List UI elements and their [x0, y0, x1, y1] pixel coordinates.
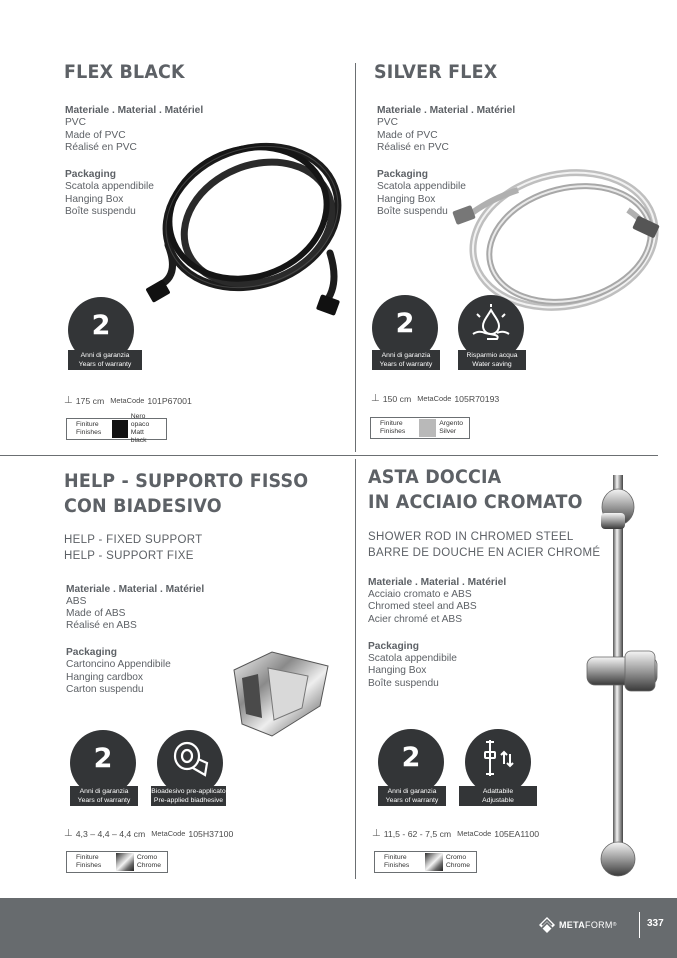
adjustable-icon	[480, 738, 516, 778]
warranty-caption: Anni di garanzia Years of warranty	[372, 350, 440, 370]
packaging-label: Packaging	[368, 641, 419, 652]
metacode-label: MetaCode	[457, 829, 492, 838]
warranty-badge: 2	[68, 297, 134, 363]
packaging-line: Boîte suspendu	[368, 678, 439, 689]
product-subtitle: BARRE DE DOUCHE EN ACIER CHROMÉ	[368, 547, 601, 559]
brand-name-light: FORM	[585, 920, 613, 930]
metacode-label: MetaCode	[110, 396, 145, 405]
metacode-value: 105R70193	[454, 393, 500, 404]
finish-swatch	[116, 853, 134, 871]
product-title-line: ASTA DOCCIA	[368, 466, 502, 488]
footer-divider	[639, 912, 640, 938]
product-title-line: HELP - SUPPORTO FISSO	[64, 470, 309, 492]
finish-box: Finiture Finishes Cromo Chrome	[66, 851, 168, 873]
packaging-line: Hanging Box	[65, 194, 124, 205]
warranty-badge: 2	[70, 730, 136, 796]
metacode-value: 105H37100	[188, 828, 234, 839]
measure-row	[64, 395, 192, 406]
packaging-line: Scatola appendibile	[377, 181, 466, 192]
measure-icon: ⊥	[64, 395, 73, 406]
measure-row	[64, 828, 233, 839]
metacode-value: 101P67001	[147, 395, 192, 406]
metaform-logo-icon	[538, 916, 556, 934]
measure-icon: ⊥	[372, 828, 381, 839]
product-title-line: IN ACCIAIO CROMATO	[368, 491, 583, 513]
material-label: Materiale . Material . Matériel	[65, 105, 204, 116]
packaging-line: Scatola appendibile	[368, 653, 457, 664]
product-title-line: CON BIADESIVO	[64, 495, 222, 517]
material-line: Made of PVC	[377, 130, 438, 141]
packaging-line: Hanging cardbox	[66, 672, 144, 683]
product-subtitle: HELP - FIXED SUPPORT	[64, 534, 203, 546]
metacode-label: MetaCode	[151, 829, 186, 838]
packaging-label: Packaging	[65, 169, 116, 180]
finish-box: Finiture Finishes Argento Silver	[370, 417, 470, 439]
metacode-value: 105EA1100	[494, 828, 540, 839]
packaging-line: Boîte suspendu	[377, 206, 448, 217]
row-divider	[0, 455, 658, 456]
material-line: PVC	[65, 117, 86, 128]
brand-logo	[538, 916, 616, 934]
warranty-badge: 2	[378, 729, 444, 795]
product-subtitle: SHOWER ROD IN CHROMED STEEL	[368, 531, 574, 543]
metacode-label: MetaCode	[417, 394, 452, 403]
page-number: 337	[647, 918, 664, 929]
packaging-label: Packaging	[377, 169, 428, 180]
material-label: Materiale . Material . Matériel	[368, 577, 507, 588]
material-line: ABS	[66, 596, 87, 607]
page-footer	[0, 898, 677, 958]
finish-box: Finiture Finishes Cromo Chrome	[374, 851, 477, 873]
packaging-line: Carton suspendu	[66, 684, 144, 695]
material-line: Chromed steel and ABS	[368, 601, 477, 612]
warranty-caption: Anni di garanzia Years of warranty	[70, 786, 138, 806]
finish-swatch	[112, 420, 128, 438]
support-holder-image	[228, 648, 332, 740]
product-title: SILVER FLEX	[374, 61, 498, 83]
packaging-line: Hanging Box	[377, 194, 436, 205]
material-line: PVC	[377, 117, 398, 128]
product-subtitle: HELP - SUPPORT FIXE	[64, 550, 194, 562]
material-line: Made of PVC	[65, 130, 126, 141]
packaging-line: Hanging Box	[368, 665, 427, 676]
measure-row	[371, 393, 499, 404]
packaging-line: Scatola appendibile	[65, 181, 154, 192]
column-divider-bottom	[355, 459, 356, 879]
shower-rod-image	[585, 465, 660, 885]
adhesive-tape-icon	[171, 741, 209, 777]
material-line: Réalisé en ABS	[66, 620, 137, 631]
measure-icon: ⊥	[371, 393, 380, 404]
material-line: Acier chromé et ABS	[368, 614, 462, 625]
packaging-line: Boîte suspendu	[65, 206, 136, 217]
material-line: Réalisé en PVC	[65, 142, 137, 153]
material-label: Materiale . Material . Matériel	[66, 584, 205, 595]
finish-swatch	[419, 419, 436, 437]
black-hose-image	[140, 135, 360, 325]
warranty-badge: 2	[372, 295, 438, 361]
adjustable-caption: Adattabile Adjustable	[459, 786, 537, 806]
adhesive-caption: Bioadesivo pre-applicato Pre-applied biadhesive	[151, 788, 226, 804]
measure-value: 11,5 - 62 - 7,5 cm	[383, 828, 452, 839]
brand-name-bold: META	[559, 920, 586, 930]
measure-row	[372, 828, 539, 839]
finish-box: Finiture Finishes Nero opaco Matt black	[66, 418, 167, 440]
measure-value: 175 cm	[75, 395, 105, 406]
packaging-line: Cartoncino Appendibile	[66, 659, 171, 670]
packaging-label: Packaging	[66, 647, 117, 658]
measure-value: 150 cm	[382, 393, 412, 404]
brand-registered: ®	[612, 922, 617, 928]
warranty-caption: Anni di garanzia Years of warranty	[378, 786, 446, 806]
finish-swatch	[425, 853, 443, 871]
water-saving-caption: Risparmio acqua Water saving	[458, 350, 526, 370]
warranty-caption: Anni di garanzia Years of warranty	[68, 350, 142, 370]
material-label: Materiale . Material . Matériel	[377, 105, 516, 116]
measure-icon: ⊥	[64, 828, 73, 839]
material-line: Réalisé en PVC	[377, 142, 449, 153]
material-line: Acciaio cromato e ABS	[368, 589, 472, 600]
product-title: FLEX BLACK	[64, 61, 185, 83]
measure-value: 4,3 – 4,4 – 4,4 cm	[75, 828, 146, 839]
material-line: Made of ABS	[66, 608, 126, 619]
water-saving-icon	[469, 304, 513, 344]
